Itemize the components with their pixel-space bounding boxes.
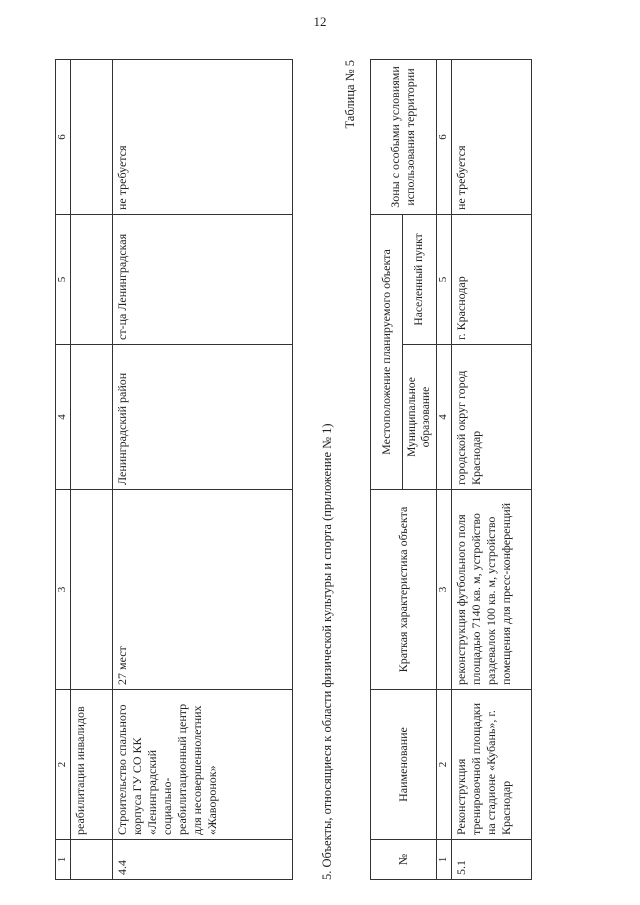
cell-desc: реконструкция футбольного поля площадью 7140 кв. м, устройство раздевалок 100 кв. м, устройство помещения для пресс-конференций bbox=[451, 490, 531, 690]
col-number: 6 bbox=[436, 59, 451, 214]
rotated-page-content bbox=[55, 60, 615, 880]
col-number: 1 bbox=[56, 840, 71, 880]
cell-settlement bbox=[71, 215, 113, 345]
column-number-row bbox=[56, 60, 71, 880]
table-row bbox=[71, 60, 113, 880]
cell-name: реабилитации инвалидов bbox=[71, 690, 113, 840]
cell-desc bbox=[71, 490, 113, 690]
col-number: 4 bbox=[56, 345, 71, 490]
header-zones: Зоны с особыми условиями использования территории bbox=[371, 59, 437, 214]
col-number: 6 bbox=[56, 60, 71, 215]
col-number: 5 bbox=[56, 215, 71, 345]
header-num: № bbox=[371, 840, 437, 880]
header-location: Местоположение планируемого объекта bbox=[371, 214, 403, 489]
cell-settlement: г. Краснодар bbox=[451, 214, 531, 344]
cell-num: 5.1 bbox=[451, 840, 531, 880]
cell-num bbox=[71, 840, 113, 880]
column-number-row bbox=[436, 59, 451, 879]
page-number: 12 bbox=[313, 14, 327, 29]
cell-settlement: ст-ца Ленинградская bbox=[113, 215, 293, 345]
col-number: 5 bbox=[436, 214, 451, 344]
cell-zones bbox=[71, 60, 113, 215]
header-name: Наименование bbox=[371, 690, 437, 840]
header-settlement: Населенный пункт bbox=[403, 214, 437, 344]
col-number: 3 bbox=[56, 490, 71, 690]
col-number: 4 bbox=[436, 345, 451, 490]
table-row bbox=[113, 60, 293, 880]
header-row bbox=[371, 59, 403, 879]
cell-num: 4.4 bbox=[113, 840, 293, 880]
cell-zones: не требуется bbox=[451, 59, 531, 214]
header-desc: Краткая характеристика объекта bbox=[371, 490, 437, 690]
cell-mun: Ленинградский район bbox=[113, 345, 293, 490]
table-continued bbox=[55, 59, 293, 880]
table-label: Таблица № 5 bbox=[343, 60, 357, 129]
col-number: 1 bbox=[436, 840, 451, 880]
col-number: 2 bbox=[56, 690, 71, 840]
header-mun: Муниципальное образование bbox=[403, 345, 437, 490]
cell-desc: 27 мест bbox=[113, 490, 293, 690]
table-row bbox=[451, 59, 531, 879]
col-number: 3 bbox=[436, 490, 451, 690]
cell-zones: не требуется bbox=[113, 60, 293, 215]
cell-mun: городской округ город Краснодар bbox=[451, 345, 531, 490]
col-number: 2 bbox=[436, 690, 451, 840]
table-5 bbox=[370, 59, 532, 880]
cell-name: Реконструкция тренировочной площадки на стадионе «Кубань», г. Краснодар bbox=[451, 690, 531, 840]
cell-mun bbox=[71, 345, 113, 490]
cell-name: Строительство спального корпуса ГУ СО КК «Ленинградский социально-реабилитационный центр для несовершеннолетних «Жаворонок» bbox=[113, 690, 293, 840]
section-title: 5. Объекты, относящиеся к области физической культуры и спорта (приложение № 1) bbox=[320, 423, 334, 880]
